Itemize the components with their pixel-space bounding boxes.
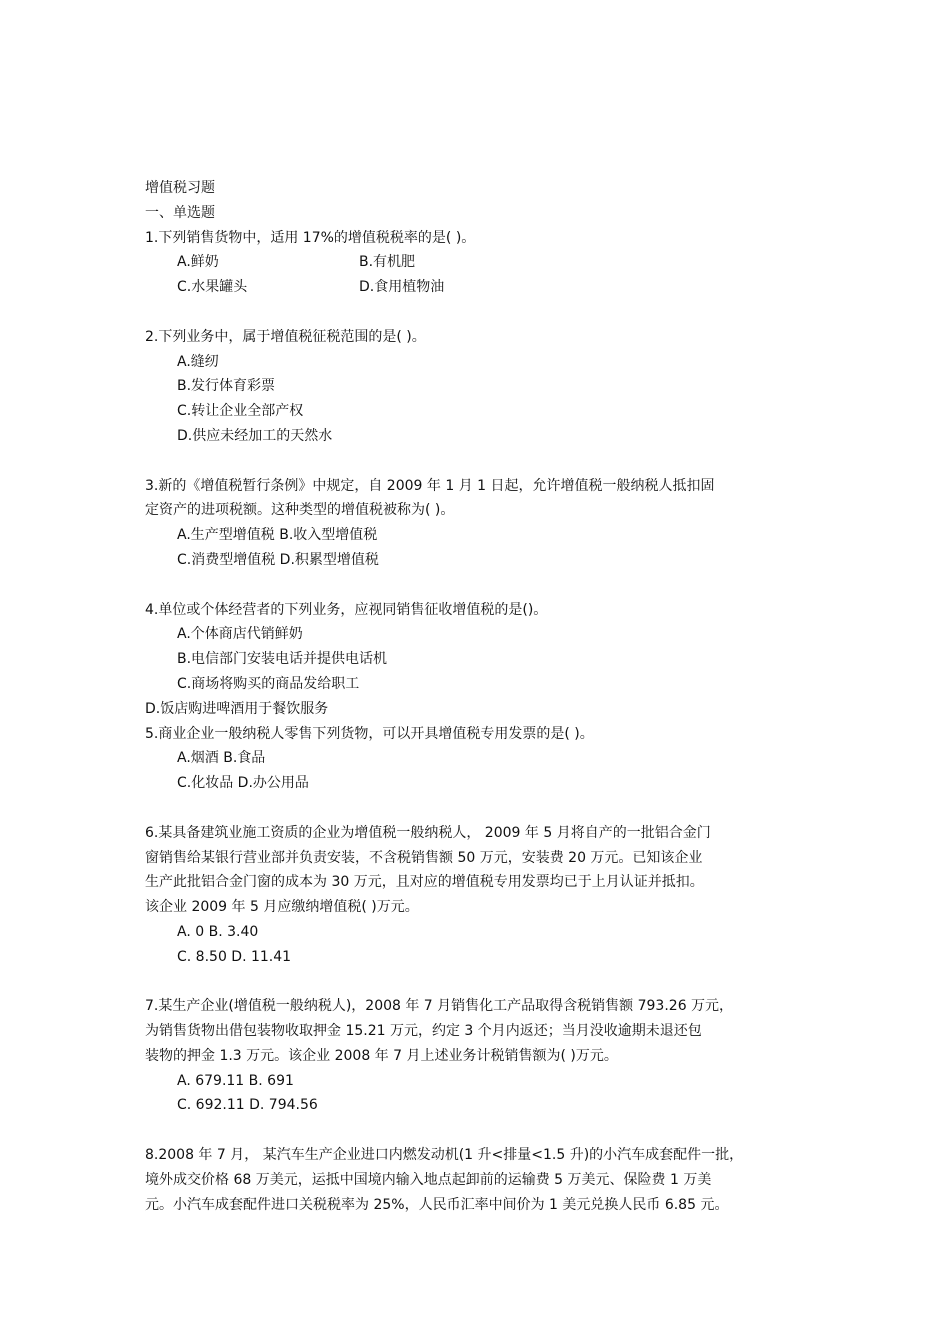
question-8-stem-line-1: 8.2008 年 7 月， 某汽车生产企业进口内燃发动机(1 升<排量<1.5 升)的小汽车成套配件一批， [145,1147,744,1164]
question-1-options-row-2 [145,275,810,300]
question-7-options-ab: A. 679.11 B. 691 [177,1072,294,1089]
question-7-stem-line-3: 装物的押金 1.3 万元。该企业 2008 年 7 月上述业务计税销售额为( )万元。 [145,1047,618,1064]
question-6-stem-line-3: 生产此批铝合金门窗的成本为 30 万元，且对应的增值税专用发票均已于上月认证并抵扣。 [145,874,704,891]
paragraph-gap [145,449,810,474]
paragraph-gap [145,796,810,821]
question-2-stem: 2.下列业务中，属于增值税征税范围的是( )。 [145,328,426,345]
question-6-stem-line-1: 6.某具备建筑业施工资质的企业为增值税一般纳税人， 2009 年 5 月将自产的一批铝合金门 [145,824,711,841]
question-1-option-d: D.食用植物油 [359,279,445,296]
question-4-option-b: B.电信部门安装电话并提供电话机 [177,651,388,668]
question-4-stem: 4.单位或个体经营者的下列业务，应视同销售征收增值税的是()。 [145,601,548,618]
paragraph-gap [145,970,810,995]
document-body [145,176,810,1217]
question-5-options-ab: A.烟酒 B.食品 [177,750,266,767]
question-2-option-d: D.供应未经加工的天然水 [177,427,333,444]
question-8-stem-line-3: 元。小汽车成套配件进口关税税率为 25%，人民币汇率中间价为 1 美元兑换人民币 6.85 元。 [145,1196,729,1213]
question-4-option-d: D.饭店购进啤酒用于餐饮服务 [145,700,329,717]
question-6-options-cd: C. 8.50 D. 11.41 [177,948,292,965]
question-3-stem-line-1: 3.新的《增值税暂行条例》中规定，自 2009 年 1 月 1 日起，允许增值税一般纳税人抵扣固 [145,477,715,494]
paragraph-gap [145,300,810,325]
question-5-options-cd: C.化妆品 D.办公用品 [177,775,309,792]
question-4-option-a: A.个体商店代销鲜奶 [177,626,303,643]
paragraph-gap [145,573,810,598]
question-3-options-ab: A.生产型增值税 B.收入型增值税 [177,527,378,544]
question-1-stem: 1.下列销售货物中，适用 17%的增值税税率的是( )。 [145,229,476,246]
question-6-stem-line-2: 窗销售给某银行营业部并负责安装，不含税销售额 50 万元，安装费 20 万元。已知该企业 [145,849,703,866]
question-1-option-a: A.鲜奶 [177,254,219,271]
question-7-stem-line-1: 7.某生产企业(增值税一般纳税人)，2008 年 7 月销售化工产品取得含税销售额 793.26 万元， [145,998,734,1015]
question-3-stem-line-2: 定资产的进项税额。这种类型的增值税被称为( )。 [145,502,455,519]
question-2-option-b: B.发行体育彩票 [177,378,276,395]
paragraph-gap [145,1118,810,1143]
question-1-option-c: C.水果罐头 [177,279,248,296]
question-7-stem-line-2: 为销售货物出借包装物收取押金 15.21 万元，约定 3 个月内返还；当月没收逾期未退还包 [145,1023,702,1040]
section-heading: 一、单选题 [145,204,215,221]
question-3-options-cd: C.消费型增值税 D.积累型增值税 [177,551,379,568]
question-6-stem-line-4: 该企业 2009 年 5 月应缴纳增值税( )万元。 [145,899,419,916]
question-8-stem-line-2: 境外成交价格 68 万美元，运抵中国境内输入地点起卸前的运输费 5 万美元、保险费 1 万美 [145,1171,712,1188]
question-2-option-c: C.转让企业全部产权 [177,403,304,420]
question-5-stem: 5.商业企业一般纳税人零售下列货物，可以开具增值税专用发票的是( )。 [145,725,594,742]
question-4-option-c: C.商场将购买的商品发给职工 [177,675,360,692]
question-1-option-b: B.有机肥 [359,254,416,271]
question-7-options-cd: C. 692.11 D. 794.56 [177,1097,318,1114]
question-2-option-a: A.缝纫 [177,353,219,370]
question-1-options-row-1 [145,250,810,275]
document-title: 增值税习题 [145,180,215,196]
question-6-options-ab: A. 0 B. 3.40 [177,923,259,940]
